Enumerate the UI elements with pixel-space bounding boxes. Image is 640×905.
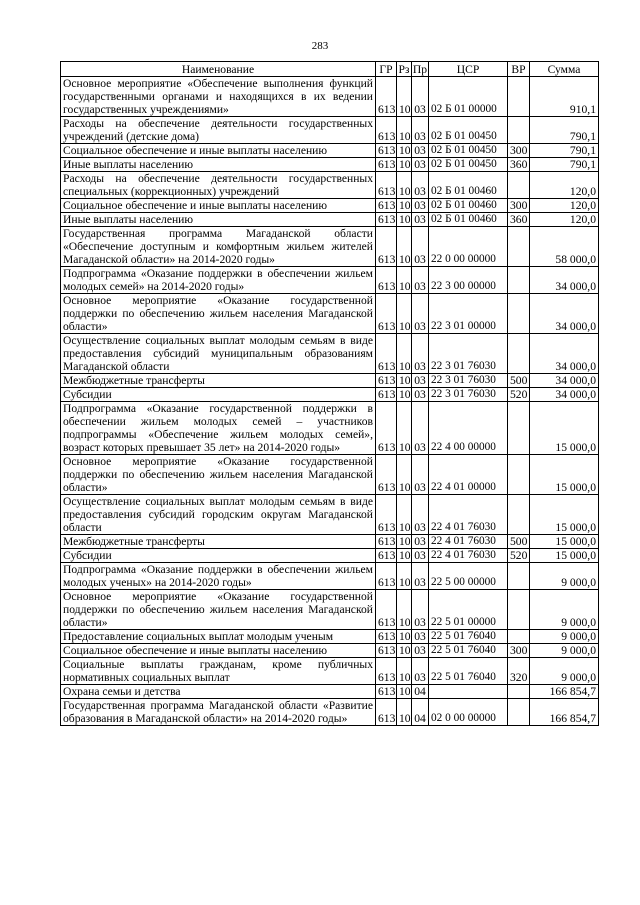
cell-sum: 166 854,7 xyxy=(530,699,599,726)
cell-csr: 02 Б 01 00450 xyxy=(429,158,508,172)
cell-csr: 22 5 01 76040 xyxy=(429,630,508,644)
cell-gr: 613 xyxy=(376,563,397,590)
cell-csr: 22 4 01 76030 xyxy=(429,535,508,549)
cell-sum: 790,1 xyxy=(530,117,599,144)
cell-rz: 10 xyxy=(397,658,412,685)
cell-sum: 9 000,0 xyxy=(530,658,599,685)
cell-vr xyxy=(508,117,530,144)
cell-sum: 15 000,0 xyxy=(530,495,599,535)
cell-vr xyxy=(508,334,530,374)
header-sum: Сумма xyxy=(530,62,599,77)
cell-rz: 10 xyxy=(397,158,412,172)
cell-rz: 10 xyxy=(397,117,412,144)
cell-rz: 10 xyxy=(397,199,412,213)
cell-vr: 520 xyxy=(508,549,530,563)
cell-pr: 03 xyxy=(412,172,429,199)
cell-sum: 910,1 xyxy=(530,77,599,117)
cell-sum: 9 000,0 xyxy=(530,644,599,658)
cell-rz: 10 xyxy=(397,590,412,630)
table-row xyxy=(61,388,599,402)
cell-pr: 03 xyxy=(412,77,429,117)
cell-vr xyxy=(508,227,530,267)
cell-name: Социальное обеспечение и иные выплаты населению xyxy=(61,199,376,213)
cell-vr: 300 xyxy=(508,199,530,213)
cell-pr: 03 xyxy=(412,158,429,172)
cell-csr: 22 4 01 76030 xyxy=(429,549,508,563)
cell-gr: 613 xyxy=(376,644,397,658)
cell-csr: 02 Б 01 00450 xyxy=(429,117,508,144)
cell-pr: 03 xyxy=(412,227,429,267)
cell-pr: 03 xyxy=(412,563,429,590)
table-row xyxy=(61,374,599,388)
cell-sum: 15 000,0 xyxy=(530,455,599,495)
cell-rz: 10 xyxy=(397,455,412,495)
cell-vr: 500 xyxy=(508,374,530,388)
table-row xyxy=(61,495,599,535)
cell-csr: 22 3 01 76030 xyxy=(429,388,508,402)
cell-pr: 03 xyxy=(412,267,429,294)
cell-csr: 22 5 01 76040 xyxy=(429,644,508,658)
table-row xyxy=(61,535,599,549)
budget-table xyxy=(60,61,599,726)
table-row xyxy=(61,144,599,158)
cell-pr: 03 xyxy=(412,294,429,334)
cell-csr: 22 5 01 00000 xyxy=(429,590,508,630)
cell-sum: 34 000,0 xyxy=(530,374,599,388)
cell-rz: 10 xyxy=(397,535,412,549)
cell-gr: 613 xyxy=(376,158,397,172)
cell-name: Основное мероприятие «Оказание государственной поддержки по обеспечению жильем населения Магаданской области» xyxy=(61,294,376,334)
table-row xyxy=(61,685,599,699)
cell-gr: 613 xyxy=(376,213,397,227)
table-row xyxy=(61,77,599,117)
cell-gr: 613 xyxy=(376,388,397,402)
cell-gr: 613 xyxy=(376,334,397,374)
header-csr: ЦСР xyxy=(429,62,508,77)
cell-sum: 120,0 xyxy=(530,199,599,213)
cell-name: Осуществление социальных выплат молодым семьям в виде предоставления субсидий муниципальным образованиям Магаданской области xyxy=(61,334,376,374)
cell-pr: 04 xyxy=(412,699,429,726)
header-name: Наименование xyxy=(61,62,376,77)
cell-csr: 02 Б 01 00460 xyxy=(429,213,508,227)
cell-rz: 10 xyxy=(397,172,412,199)
table-row xyxy=(61,334,599,374)
table-row xyxy=(61,199,599,213)
cell-name: Межбюджетные трансферты xyxy=(61,374,376,388)
cell-vr: 320 xyxy=(508,658,530,685)
cell-sum: 58 000,0 xyxy=(530,227,599,267)
cell-sum: 34 000,0 xyxy=(530,294,599,334)
cell-rz: 10 xyxy=(397,644,412,658)
cell-csr: 22 3 01 76030 xyxy=(429,334,508,374)
table-row xyxy=(61,563,599,590)
cell-pr: 03 xyxy=(412,495,429,535)
cell-vr xyxy=(508,563,530,590)
cell-gr: 613 xyxy=(376,227,397,267)
cell-sum: 34 000,0 xyxy=(530,267,599,294)
cell-name: Основное мероприятие «Обеспечение выполнения функций государственными органами и находящихся в их ведении государственных учреждениями» xyxy=(61,77,376,117)
cell-csr: 22 4 01 76030 xyxy=(429,495,508,535)
cell-rz: 10 xyxy=(397,77,412,117)
cell-csr: 22 3 01 00000 xyxy=(429,294,508,334)
cell-name: Государственная программа Магаданской области «Обеспечение доступным и комфортным жильем жителей Магаданской области» на 2014-2020 годы» xyxy=(61,227,376,267)
table-row xyxy=(61,590,599,630)
cell-csr: 22 3 01 76030 xyxy=(429,374,508,388)
cell-pr: 03 xyxy=(412,117,429,144)
table-row xyxy=(61,158,599,172)
cell-rz: 10 xyxy=(397,495,412,535)
cell-vr xyxy=(508,590,530,630)
cell-pr: 03 xyxy=(412,374,429,388)
cell-sum: 9 000,0 xyxy=(530,563,599,590)
cell-sum: 120,0 xyxy=(530,213,599,227)
header-pr: Пр xyxy=(412,62,428,76)
cell-sum: 790,1 xyxy=(530,144,599,158)
table-row xyxy=(61,117,599,144)
cell-csr: 02 Б 01 00460 xyxy=(429,199,508,213)
table-header-row xyxy=(61,62,599,77)
cell-name: Основное мероприятие «Оказание государственной поддержки по обеспечению жильем населения Магаданской области» xyxy=(61,455,376,495)
cell-gr: 613 xyxy=(376,685,397,699)
cell-vr xyxy=(508,77,530,117)
table-row xyxy=(61,455,599,495)
cell-csr: 22 0 00 00000 xyxy=(429,227,508,267)
cell-sum: 15 000,0 xyxy=(530,402,599,455)
cell-csr: 02 Б 01 00000 xyxy=(429,77,508,117)
cell-vr xyxy=(508,685,530,699)
cell-csr: 02 0 00 00000 xyxy=(429,699,508,726)
cell-rz: 10 xyxy=(397,294,412,334)
cell-sum: 790,1 xyxy=(530,158,599,172)
cell-pr: 03 xyxy=(412,549,429,563)
cell-name: Государственная программа Магаданской области «Развитие образования в Магаданской области» на 2014-2020 годы» xyxy=(61,699,376,726)
cell-vr: 360 xyxy=(508,213,530,227)
cell-gr: 613 xyxy=(376,144,397,158)
cell-vr: 300 xyxy=(508,144,530,158)
cell-sum: 15 000,0 xyxy=(530,535,599,549)
cell-sum: 9 000,0 xyxy=(530,630,599,644)
cell-vr: 300 xyxy=(508,644,530,658)
table-row xyxy=(61,213,599,227)
table-row xyxy=(61,644,599,658)
cell-name: Иные выплаты населению xyxy=(61,158,376,172)
cell-vr xyxy=(508,630,530,644)
cell-sum: 9 000,0 xyxy=(530,590,599,630)
cell-vr xyxy=(508,455,530,495)
page-number: 283 xyxy=(311,40,329,52)
cell-rz: 10 xyxy=(397,374,412,388)
cell-pr: 04 xyxy=(412,685,429,699)
cell-rz: 10 xyxy=(397,227,412,267)
table-row xyxy=(61,172,599,199)
cell-rz: 10 xyxy=(397,213,412,227)
cell-vr xyxy=(508,267,530,294)
cell-pr: 03 xyxy=(412,199,429,213)
cell-name: Подпрограмма «Оказание поддержки в обеспечении жильем молодых ученых» на 2014-2020 годы» xyxy=(61,563,376,590)
header-rz: Рз xyxy=(398,62,410,76)
cell-gr: 613 xyxy=(376,199,397,213)
cell-csr: 02 Б 01 00460 xyxy=(429,172,508,199)
cell-rz: 10 xyxy=(397,334,412,374)
table-row xyxy=(61,658,599,685)
cell-gr: 613 xyxy=(376,535,397,549)
cell-gr: 613 xyxy=(376,374,397,388)
cell-name: Социальное обеспечение и иные выплаты населению xyxy=(61,644,376,658)
cell-vr: 520 xyxy=(508,388,530,402)
cell-name: Расходы на обеспечение деятельности государственных учреждений (детские дома) xyxy=(61,117,376,144)
cell-gr: 613 xyxy=(376,495,397,535)
cell-gr: 613 xyxy=(376,77,397,117)
cell-gr: 613 xyxy=(376,455,397,495)
cell-pr: 03 xyxy=(412,388,429,402)
cell-gr: 613 xyxy=(376,402,397,455)
cell-vr xyxy=(508,294,530,334)
cell-pr: 03 xyxy=(412,402,429,455)
cell-rz: 10 xyxy=(397,685,412,699)
cell-gr: 613 xyxy=(376,117,397,144)
table-row xyxy=(61,699,599,726)
cell-csr: 22 4 00 00000 xyxy=(429,402,508,455)
cell-name: Социальное обеспечение и иные выплаты населению xyxy=(61,144,376,158)
cell-gr: 613 xyxy=(376,590,397,630)
cell-gr: 613 xyxy=(376,267,397,294)
table-row xyxy=(61,227,599,267)
cell-sum: 34 000,0 xyxy=(530,388,599,402)
cell-name: Иные выплаты населению xyxy=(61,213,376,227)
cell-rz: 10 xyxy=(397,699,412,726)
cell-pr: 03 xyxy=(412,590,429,630)
cell-csr: 22 5 01 76040 xyxy=(429,658,508,685)
cell-csr: 02 Б 01 00450 xyxy=(429,144,508,158)
cell-gr: 613 xyxy=(376,658,397,685)
cell-rz: 10 xyxy=(397,267,412,294)
cell-gr: 613 xyxy=(376,630,397,644)
cell-csr xyxy=(429,685,508,699)
cell-vr: 500 xyxy=(508,535,530,549)
table-row xyxy=(61,267,599,294)
cell-pr: 03 xyxy=(412,334,429,374)
cell-csr: 22 5 00 00000 xyxy=(429,563,508,590)
cell-name: Межбюджетные трансферты xyxy=(61,535,376,549)
cell-sum: 120,0 xyxy=(530,172,599,199)
table-row xyxy=(61,630,599,644)
header-vr: ВР xyxy=(508,62,530,77)
cell-gr: 613 xyxy=(376,172,397,199)
cell-pr: 03 xyxy=(412,644,429,658)
cell-name: Охрана семьи и детства xyxy=(61,685,376,699)
cell-name: Расходы на обеспечение деятельности государственных специальных (коррекционных) учреждений xyxy=(61,172,376,199)
cell-csr: 22 4 01 00000 xyxy=(429,455,508,495)
cell-sum: 34 000,0 xyxy=(530,334,599,374)
cell-vr xyxy=(508,402,530,455)
cell-name: Предоставление социальных выплат молодым ученым xyxy=(61,630,376,644)
table-row xyxy=(61,549,599,563)
cell-rz: 10 xyxy=(397,563,412,590)
cell-pr: 03 xyxy=(412,658,429,685)
cell-name: Подпрограмма «Оказание поддержки в обеспечении жильем молодых семей» на 2014-2020 годы» xyxy=(61,267,376,294)
cell-vr xyxy=(508,172,530,199)
cell-pr: 03 xyxy=(412,630,429,644)
cell-name: Основное мероприятие «Оказание государственной поддержки по обеспечению жильем населения Магаданской области» xyxy=(61,590,376,630)
cell-name: Подпрограмма «Оказание государственной поддержки в обеспечении жильем молодых семей – участников подпрограммы «Обеспечение жильем молодых семей», возраст которых превышает 35 лет» на 2014-2020 годы» xyxy=(61,402,376,455)
header-gr: ГР xyxy=(376,62,397,77)
cell-pr: 03 xyxy=(412,213,429,227)
cell-rz: 10 xyxy=(397,402,412,455)
cell-rz: 10 xyxy=(397,630,412,644)
cell-name: Социальные выплаты гражданам, кроме публичных нормативных социальных выплат xyxy=(61,658,376,685)
cell-gr: 613 xyxy=(376,294,397,334)
cell-gr: 613 xyxy=(376,549,397,563)
cell-rz: 10 xyxy=(397,549,412,563)
cell-name: Субсидии xyxy=(61,388,376,402)
cell-vr: 360 xyxy=(508,158,530,172)
cell-gr: 613 xyxy=(376,699,397,726)
cell-sum: 166 854,7 xyxy=(530,685,599,699)
cell-sum: 15 000,0 xyxy=(530,549,599,563)
table-row xyxy=(61,402,599,455)
cell-name: Осуществление социальных выплат молодым семьям в виде предоставления субсидий городским округам Магаданской области xyxy=(61,495,376,535)
table-body xyxy=(61,77,599,726)
cell-rz: 10 xyxy=(397,144,412,158)
cell-pr: 03 xyxy=(412,144,429,158)
table-row xyxy=(61,294,599,334)
cell-pr: 03 xyxy=(412,455,429,495)
cell-rz: 10 xyxy=(397,388,412,402)
cell-csr: 22 3 00 00000 xyxy=(429,267,508,294)
cell-pr: 03 xyxy=(412,535,429,549)
cell-name: Субсидии xyxy=(61,549,376,563)
cell-vr xyxy=(508,699,530,726)
cell-vr xyxy=(508,495,530,535)
